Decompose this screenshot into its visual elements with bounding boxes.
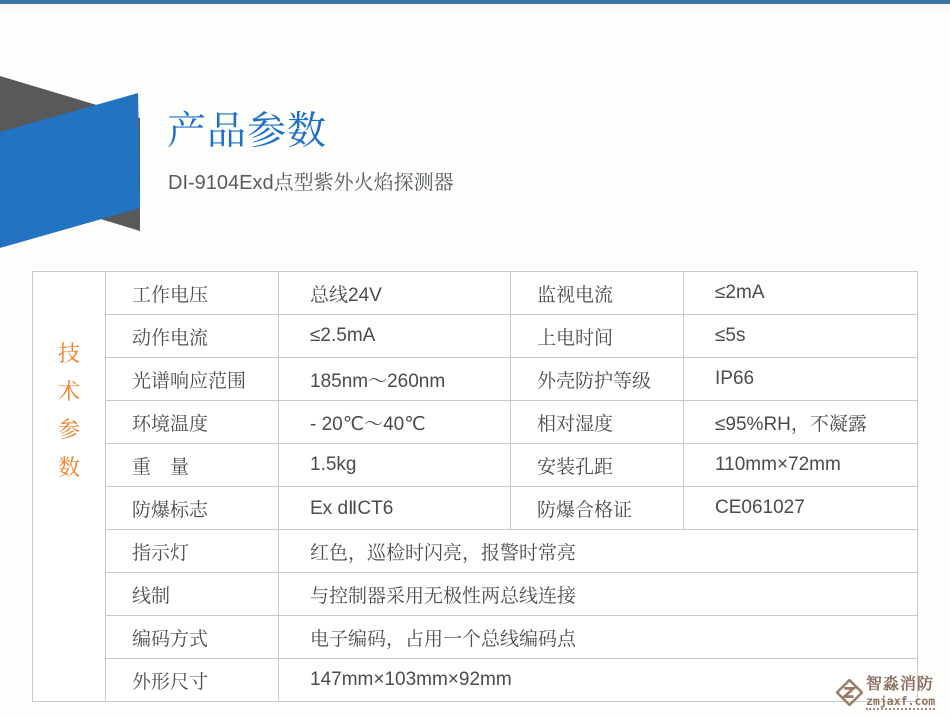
table-row <box>106 658 917 701</box>
spec-table <box>32 271 918 702</box>
param-label: 工作电压 <box>132 284 209 306</box>
param-label: 上电时间 <box>510 315 683 357</box>
param-label: 安装孔距 <box>510 444 683 486</box>
param-label: 编码方式 <box>132 628 209 650</box>
spec-table-side-header <box>33 272 106 701</box>
table-row <box>106 272 917 314</box>
param-value: 与控制器采用无极性两总线连接 <box>278 573 917 615</box>
param-value: ≤2mA <box>683 272 917 314</box>
param-value: - 20℃～40℃ <box>278 401 510 443</box>
param-label: 重 量 <box>132 456 190 478</box>
watermark-text <box>866 676 935 710</box>
side-char: 参 <box>57 417 80 442</box>
param-label: 外形尺寸 <box>132 671 209 693</box>
param-label: 指示灯 <box>132 542 190 564</box>
table-row <box>106 443 917 486</box>
watermark-brand: 智淼消防 <box>866 676 935 693</box>
param-label: 线制 <box>132 585 171 607</box>
watermark-logo-icon <box>836 679 863 706</box>
param-value: 电子编码，占用一个总线编码点 <box>278 616 917 658</box>
param-value: 110mm×72mm <box>683 444 917 486</box>
side-char: 术 <box>57 379 80 404</box>
product-model-subtitle: DI-9104Exd点型紫外火焰探测器 <box>168 172 454 194</box>
table-row <box>106 529 917 572</box>
param-label: 动作电流 <box>132 327 209 349</box>
page-title: 产品参数 <box>167 110 328 153</box>
table-row <box>106 486 917 529</box>
param-value: Ex dⅡCT6 <box>278 487 510 529</box>
param-value: 185nm～260nm <box>278 358 510 400</box>
param-label: 防爆合格证 <box>510 487 683 529</box>
side-char: 数 <box>57 455 80 480</box>
side-char: 技 <box>57 341 80 366</box>
watermark-site: zmjaxf.com <box>866 694 935 710</box>
param-label: 防爆标志 <box>132 499 209 521</box>
table-row <box>106 615 917 658</box>
param-value: ≤2.5mA <box>278 315 510 357</box>
param-value: ≤95%RH，不凝露 <box>683 401 917 443</box>
param-value: ≤5s <box>683 315 917 357</box>
table-row <box>106 572 917 615</box>
param-label: 监视电流 <box>510 272 683 314</box>
param-value: IP66 <box>683 358 917 400</box>
table-row <box>106 314 917 357</box>
param-label: 外壳防护等级 <box>510 358 683 400</box>
watermark <box>836 676 935 710</box>
param-value: 1.5kg <box>278 444 510 486</box>
param-value: CE061027 <box>683 487 917 529</box>
param-label: 环境温度 <box>132 413 209 435</box>
param-value: 红色，巡检时闪亮，报警时常亮 <box>278 530 917 572</box>
spec-table-rows <box>106 272 917 701</box>
param-value: 总线24V <box>278 272 510 314</box>
param-label: 光谱响应范围 <box>132 370 247 392</box>
param-label: 相对湿度 <box>510 401 683 443</box>
param-value: 147mm×103mm×92mm <box>278 659 917 701</box>
table-row <box>106 400 917 443</box>
table-row <box>106 357 917 400</box>
top-fade-band <box>0 4 950 18</box>
